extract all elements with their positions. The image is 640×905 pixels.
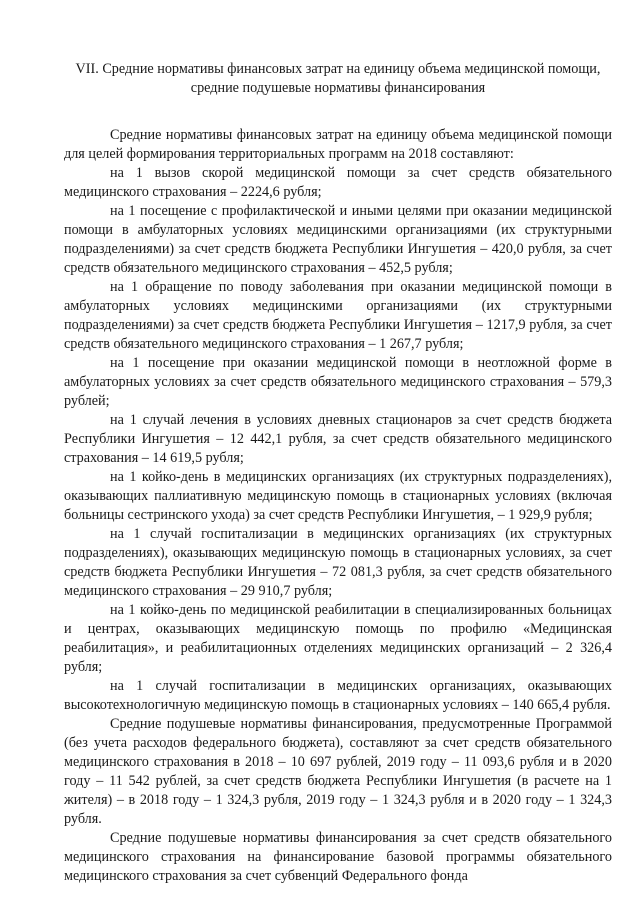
paragraph-urgent-visit: на 1 посещение при оказании медицинской помощи в неотложной форме в амбулаторных условиях за счет средств обязательного медицинского страхования – 579,3 рублей; — [64, 355, 612, 409]
paragraph-intro: Средние нормативы финансовых затрат на единицу объема медицинской помощи для целей формирования территориальных программ на 2018 составляют: — [64, 127, 612, 162]
paragraph-day-hospital: на 1 случай лечения в условиях дневных стационаров за счет средств бюджета Республики Ингушетия – 12 442,1 рубля, за счет средств обязательного медицинского страхования – 14 619,5 рубля; — [64, 412, 612, 466]
paragraph-rehabilitation-bed-day: на 1 койко-день по медицинской реабилитации в специализированных больницах и центрах, оказывающих медицинскую помощь по профилю «Медицинская реабилитация», и реабилитационных отделениях медицинских организаций – 2 326,4 рубля; — [64, 602, 612, 675]
paragraph-palliative-bed-day: на 1 койко-день в медицинских организациях (их структурных подразделениях), оказывающих паллиативную медицинскую помощь в стационарных условиях (включая больницы сестринского ухода) за счет средств Республики Ингушетия, – 1 929,9 рубля; — [64, 469, 612, 523]
paragraph-high-tech-care: на 1 случай госпитализации в медицинских организациях, оказывающих высокотехнологичную медицинскую помощь в стационарных условиях – 140 665,4 рубля. — [64, 678, 612, 713]
paragraph-oms-per-capita: Средние подушевые нормативы финансирования за счет средств обязательного медицинского страхования на финансирование базовой программы обязательного медицинского страхования за счет субвенций Федерального фонда — [64, 830, 612, 884]
paragraph-disease-visit: на 1 обращение по поводу заболевания при оказании медицинской помощи в амбулаторных условиях медицинскими организациями (их структурными подразделениями) за счет средств бюджета Республики Ингушетия – 1217,9 рубля, за счет средств обязательного медицинского страхования – 1 267,7 рубля; — [64, 279, 612, 352]
document-page — [64, 60, 612, 886]
section-heading: VII. Средние нормативы финансовых затрат на единицу объема медицинской помощи, средние подушевые нормативы финансирования — [75, 61, 601, 96]
paragraph-per-capita-norms: Средние подушевые нормативы финансирования, предусмотренные Программой (без учета расходов федерального бюджета), составляют за счет средств обязательного медицинского страхования в 2018 – 10 697 рублей, 2019 году – 11 093,6 рубля и в 2020 году – 11 542 рублей, за счет средств бюджета Республики Ингушетия (в расчете на 1 жителя) – в 2018 году – 1 324,3 рубля, 2019 году – 1 324,3 рубля и в 2020 году – 1 324,3 рубля. — [64, 716, 612, 827]
paragraph-preventive-visit: на 1 посещение с профилактической и иными целями при оказании медицинской помощи в амбулаторных условиях медицинскими организациями (их структурными подразделениями) за счет средств бюджета Республики Ингушетия – 420,0 рубля, за счет средств обязательного медицинского страхования – 452,5 рубля; — [64, 203, 612, 276]
paragraph-hospitalization: на 1 случай госпитализации в медицинских организациях (их структурных подразделениях), оказывающих медицинскую помощь в стационарных условиях, за счет средств бюджета Республики Ингушетия – 72 081,3 рубля, за счет средств обязательного медицинского страхования – 29 910,7 рубля; — [64, 526, 612, 599]
paragraph-ambulance-call: на 1 вызов скорой медицинской помощи за счет средств обязательного медицинского страхования – 2224,6 рубля; — [64, 165, 612, 200]
